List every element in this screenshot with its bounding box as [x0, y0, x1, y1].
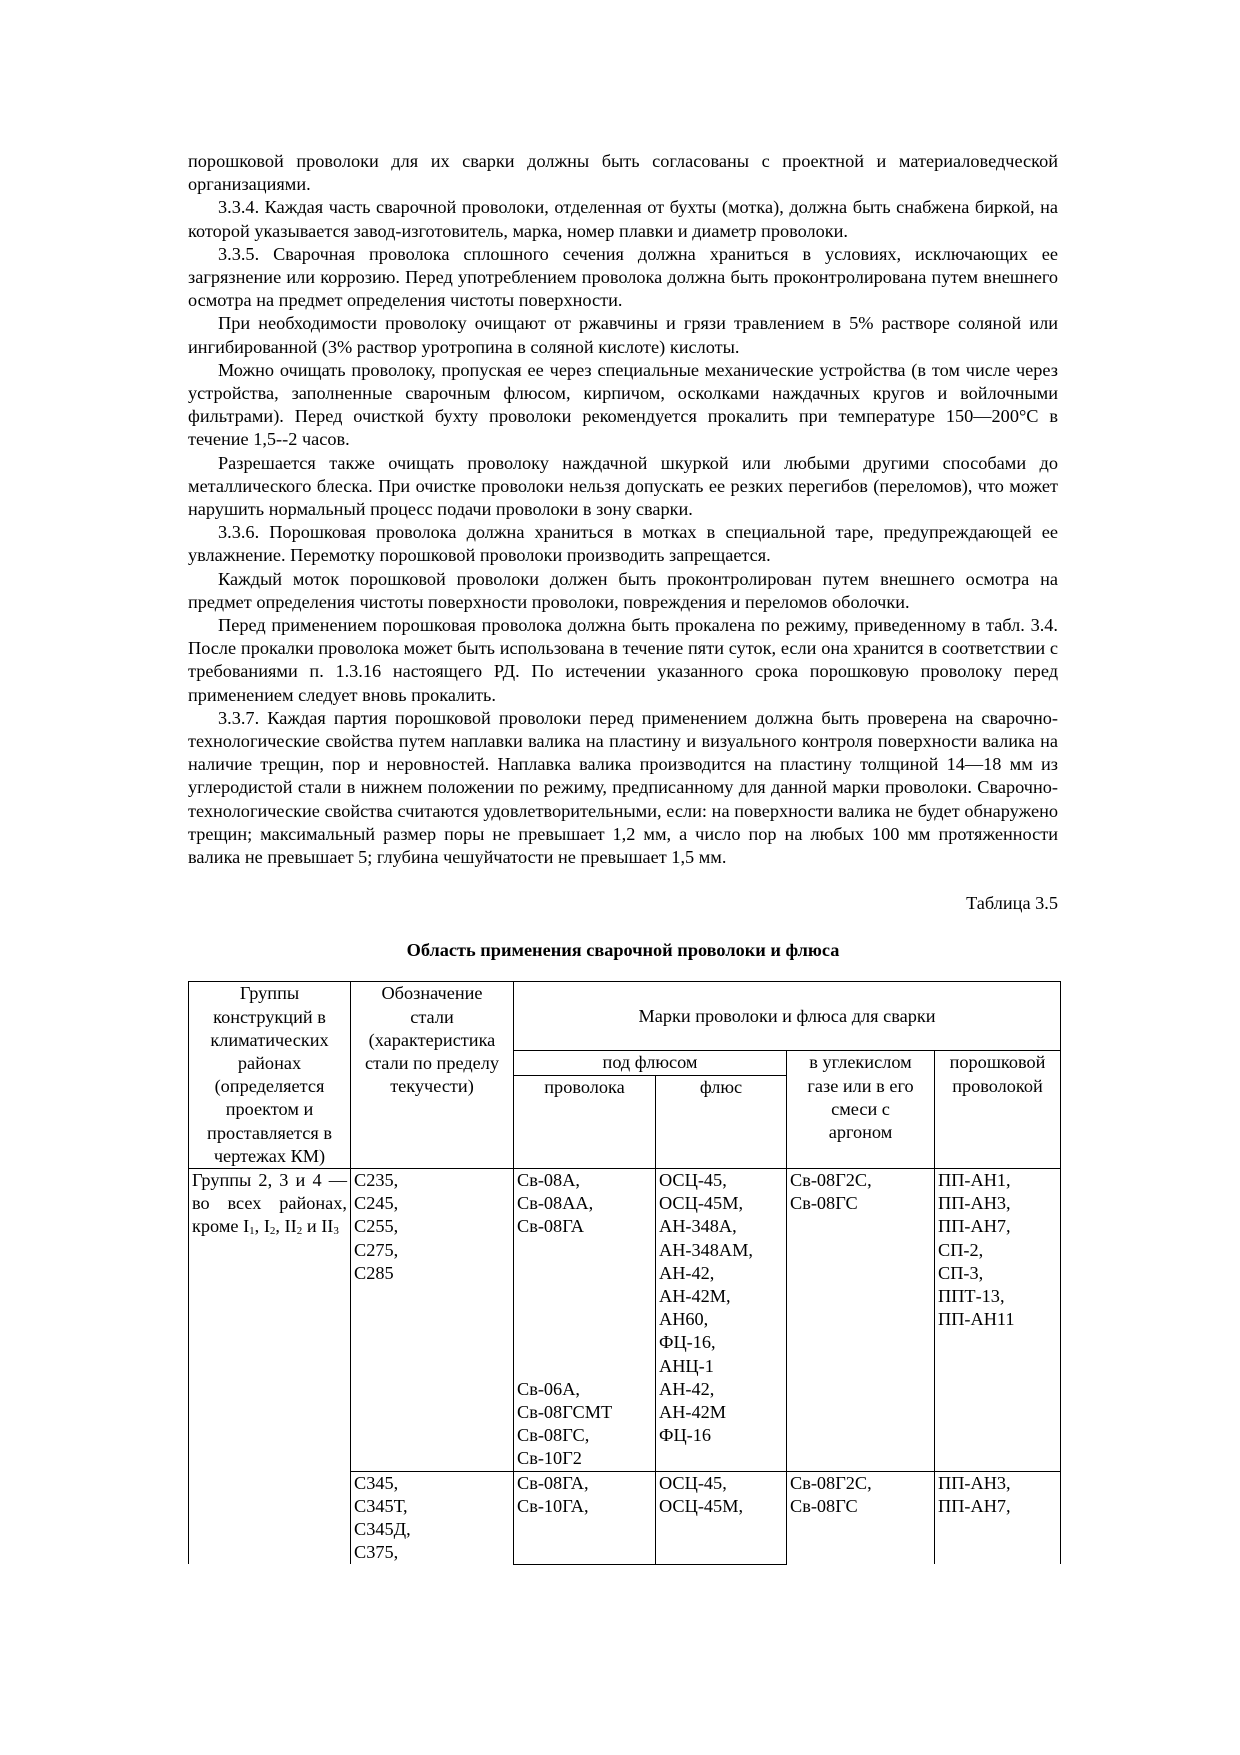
welding-wire-table — [188, 981, 1061, 1565]
paragraph-8: Каждый моток порошковой проволоки должен быть проконтролирован путем внешнего осмотра на предмет определения чистоты поверхности проволоки, повреждения и переломов оболочки. — [188, 568, 1058, 612]
header-wire: проволока — [514, 1075, 656, 1168]
cell-group: Группы 2, 3 и 4 — во всех районах, кроме $I_1$, $I_2$, $II_2$ и $II_3$ — [189, 1168, 351, 1564]
steel-line-1: С235, С245, — [354, 1169, 399, 1214]
cell-flux-1b: АН-42, АН-42М ФЦ-16 — [656, 1378, 787, 1471]
paragraph-1: порошковой проволоки для их сварки должны быть согласованы с проектной и материаловедческой организациями. — [188, 151, 1058, 195]
cell-flux-2: ОСЦ-45, ОСЦ-45М, — [656, 1471, 787, 1564]
header-flux: флюс — [656, 1075, 787, 1168]
paragraph-9: Перед применением порошковая проволока должна быть прокалена по режиму, приведенному в табл. 3.4. После прокалки проволока может быть использована в течение пяти суток, если она хранится в соответствии с требованиями п. 1.3.16 настоящего РД. По истечении указанного срока порошковую проволоку перед применением следует вновь прокалить. — [188, 615, 1058, 705]
table-title: Область применения сварочной проволоки и флюса — [406, 940, 840, 961]
cell-wire-1b: Св-06А, Св-08ГСМТ Св-08ГС, Св-10Г2 — [514, 1378, 656, 1471]
cell-co2-1: Св-08Г2С, Св-08ГС — [787, 1168, 935, 1471]
steel-line-3: С285 — [354, 1262, 394, 1283]
body-text — [188, 150, 1058, 869]
paragraph-3: 3.3.5. Сварочная проволока сплошного сечения должна храниться в условиях, исключающих ее загрязнение или коррозию. Перед употреблением проволока должна быть проконтролирована путем внешнего осмотра на предмет определения чистоты поверхности. — [188, 243, 1058, 311]
header-flux-cored: порошковой проволокой — [935, 1051, 1061, 1169]
header-steel: Обозначение стали (характеристика стали по пределу текучести) — [351, 982, 514, 1169]
cell-steel-2: С345, С345Т, С345Д, С375, — [351, 1471, 514, 1564]
header-under-flux: под флюсом — [514, 1051, 787, 1076]
header-groups: Группы конструкций в климатических районах (определяется проектом и проставляется в чертежах КМ) — [189, 982, 351, 1169]
cell-cored-1: ПП-АН1, ПП-АН3, ПП-АН7, СП-2, СП-3, ППТ-13, ПП-АН11 — [935, 1168, 1061, 1471]
paragraph-5: Можно очищать проволоку, пропуская ее через специальные механические устройства (в том числе через устройства, заполненные сварочным флюсом, кирпичом, осколками наждачных кругов и войлочными фильтрами). Перед очисткой бухту проволоки рекомендуется прокалить при температуре 150—200°С в течение 1,5--2 часов. — [188, 359, 1058, 450]
cell-wire-2: Св-08ГА, Св-10ГА, — [514, 1471, 656, 1564]
cell-wire-1a: Св-08А, Св-08АА, Св-08ГА — [514, 1168, 656, 1377]
cell-cored-2: ПП-АН3, ПП-АН7, — [935, 1471, 1061, 1564]
cell-co2-2: Св-08Г2С, Св-08ГС — [787, 1471, 935, 1564]
paragraph-2: 3.3.4. Каждая часть сварочной проволоки, отделенная от бухты (мотка), должна быть снабжена биркой, на которой указывается завод-изготовитель, марка, номер плавки и диаметр проволоки. — [188, 197, 1058, 241]
document-page — [188, 150, 1058, 1565]
steel-line-2: С255, С275, — [354, 1216, 399, 1260]
header-marks: Марки проволоки и флюса для сварки — [514, 982, 1061, 1051]
table-caption: Таблица 3.5 — [966, 893, 1058, 914]
paragraph-10: 3.3.7. Каждая партия порошковой проволоки перед применением должна быть проверена на сварочно-технологические свойства путем наплавки валика на пластину и визуального контроля поверхности валика на наличие трещин, пор и неровностей. Наплавка валика производится на пластину толщиной 14—18 мм из углеродистой стали в нижнем положении по режиму, предписанному для данной марки проволоки. Сварочно-технологические свойства считаются удовлетворительными, если: на поверхности валика не будет обнаружено трещин; максимальный размер поры не превышает 1,2 мм, а число пор на любых 100 мм протяженности валика не превышает 5; глубина чешуйчатости не превышает 1,5 мм. — [188, 707, 1058, 868]
header-co2: в углекислом газе или в его смеси с аргоном — [787, 1051, 935, 1169]
paragraph-7: 3.3.6. Порошковая проволока должна храниться в мотках в специальной таре, предупреждающей ее увлажнение. Перемотку порошковой проволоки производить запрещается. — [188, 522, 1058, 566]
cell-flux-1a: ОСЦ-45, ОСЦ-45М, АН-348А, АН-348АМ, АН-42, АН-42М, АН60, ФЦ-16, АНЦ-1 — [656, 1168, 787, 1377]
cell-steel-1 — [351, 1168, 514, 1471]
paragraph-4: При необходимости проволоку очищают от ржавчины и грязи травлением в 5% растворе соляной или ингибированной (3% раствор уротропина в соляной кислоте) кислоты. — [188, 313, 1058, 357]
paragraph-6: Разрешается также очищать проволоку наждачной шкуркой или любыми другими способами до металлического блеска. При очистке проволоки нельзя допускать ее резких перегибов (переломов), что может нарушить нормальный процесс подачи проволоки в зону сварки. — [188, 452, 1058, 520]
